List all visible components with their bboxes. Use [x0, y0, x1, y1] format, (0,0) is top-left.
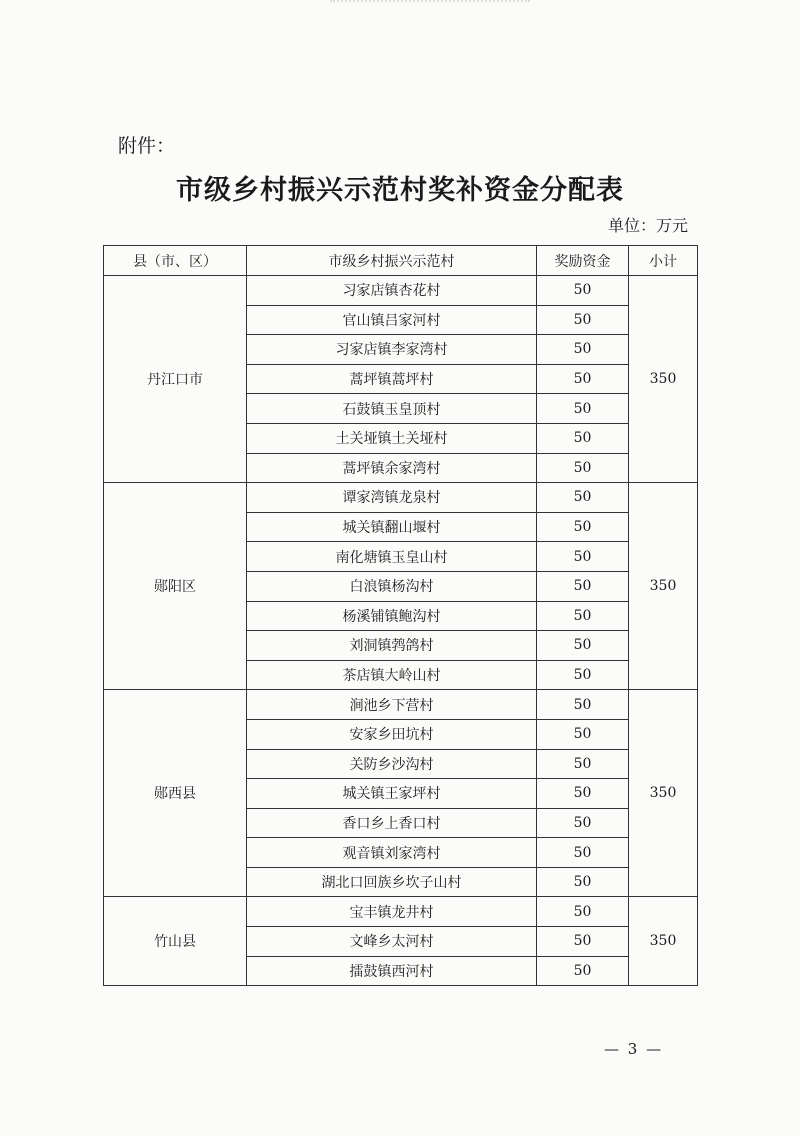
county-cell: 郧阳区 [104, 483, 247, 690]
subtotal-cell: 350 [629, 897, 698, 986]
amount-cell: 50 [537, 897, 629, 927]
table-body [104, 276, 698, 986]
village-cell: 湖北口回族乡坎子山村 [247, 867, 537, 897]
header-subtotal: 小计 [629, 246, 698, 276]
amount-cell: 50 [537, 394, 629, 424]
amount-cell: 50 [537, 512, 629, 542]
county-cell: 郧西县 [104, 690, 247, 897]
village-cell: 刘洞镇鹁鸽村 [247, 631, 537, 661]
allocation-table [103, 245, 698, 986]
village-cell: 安家乡田坑村 [247, 719, 537, 749]
table-row [104, 483, 698, 513]
amount-cell: 50 [537, 749, 629, 779]
village-cell: 蒿坪镇余家湾村 [247, 453, 537, 483]
village-cell: 官山镇吕家河村 [247, 305, 537, 335]
header-amount: 奖励资金 [537, 246, 629, 276]
village-cell: 涧池乡下营村 [247, 690, 537, 720]
county-cell: 丹江口市 [104, 276, 247, 483]
table-row [104, 690, 698, 720]
table-row [104, 276, 698, 306]
amount-cell: 50 [537, 719, 629, 749]
village-cell: 杨溪铺镇鲍沟村 [247, 601, 537, 631]
village-cell: 文峰乡太河村 [247, 927, 537, 957]
amount-cell: 50 [537, 305, 629, 335]
village-cell: 习家店镇李家湾村 [247, 335, 537, 365]
table-row [104, 897, 698, 927]
page-number: — 3 — [604, 1040, 664, 1058]
amount-cell: 50 [537, 423, 629, 453]
subtotal-cell: 350 [629, 483, 698, 690]
village-cell: 城关镇王家坪村 [247, 779, 537, 809]
village-cell: 白浪镇杨沟村 [247, 571, 537, 601]
amount-cell: 50 [537, 956, 629, 986]
village-cell: 石鼓镇玉皇顶村 [247, 394, 537, 424]
attachment-label: 附件： [118, 135, 176, 157]
amount-cell: 50 [537, 542, 629, 572]
subtotal-cell: 350 [629, 276, 698, 483]
amount-cell: 50 [537, 660, 629, 690]
village-cell: 蒿坪镇蒿坪村 [247, 364, 537, 394]
amount-cell: 50 [537, 571, 629, 601]
village-cell: 南化塘镇玉皇山村 [247, 542, 537, 572]
amount-cell: 50 [537, 364, 629, 394]
amount-cell: 50 [537, 779, 629, 809]
village-cell: 土关垭镇土关垭村 [247, 423, 537, 453]
header-village: 市级乡村振兴示范村 [247, 246, 537, 276]
subtotal-cell: 350 [629, 690, 698, 897]
amount-cell: 50 [537, 335, 629, 365]
amount-cell: 50 [537, 867, 629, 897]
village-cell: 关防乡沙沟村 [247, 749, 537, 779]
village-cell: 观音镇刘家湾村 [247, 838, 537, 868]
amount-cell: 50 [537, 838, 629, 868]
amount-cell: 50 [537, 808, 629, 838]
table-header-row [104, 246, 698, 276]
amount-cell: 50 [537, 601, 629, 631]
village-cell: 谭家湾镇龙泉村 [247, 483, 537, 513]
header-county: 县（市、区） [104, 246, 247, 276]
village-cell: 擂鼓镇西河村 [247, 956, 537, 986]
unit-label: 单位：万元 [607, 216, 688, 235]
amount-cell: 50 [537, 927, 629, 957]
county-cell: 竹山县 [104, 897, 247, 986]
village-cell: 习家店镇杏花村 [247, 276, 537, 306]
amount-cell: 50 [537, 483, 629, 513]
amount-cell: 50 [537, 690, 629, 720]
village-cell: 宝丰镇龙井村 [247, 897, 537, 927]
amount-cell: 50 [537, 631, 629, 661]
amount-cell: 50 [537, 453, 629, 483]
document-title: 市级乡村振兴示范村奖补资金分配表 [176, 175, 624, 206]
scan-top-mark [330, 0, 530, 8]
village-cell: 茶店镇大岭山村 [247, 660, 537, 690]
amount-cell: 50 [537, 276, 629, 306]
village-cell: 城关镇翻山堰村 [247, 512, 537, 542]
village-cell: 香口乡上香口村 [247, 808, 537, 838]
